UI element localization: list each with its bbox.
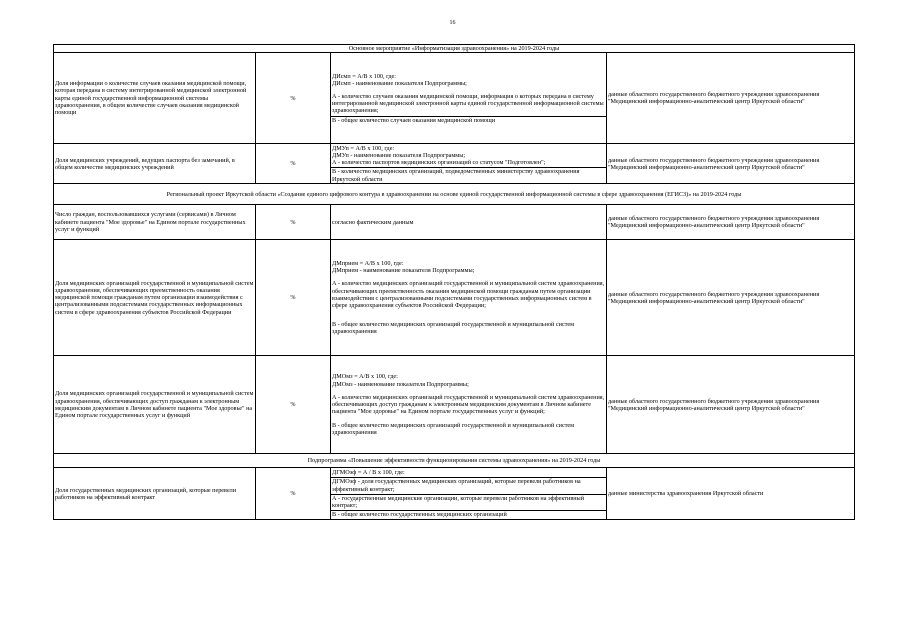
calc-line: В - количество медицинских организаций, подведомственных министерству здравоохранения Иркутской области	[332, 168, 580, 183]
calc-line: ДМОмз - наименование показателя Подпрограммы;	[332, 380, 469, 388]
unit-cell: %	[256, 144, 331, 184]
indicator-cell: Число граждан, воспользовавшихся услугами (сервисами) в Личном кабинете пациента "Мое здоровье" на Едином портале государственных услуг и функций	[54, 205, 256, 240]
calc-line: ДМприем - наименование показателя Подпрограммы;	[332, 267, 475, 275]
calc-line: ДМприем = А/В х 100, где:	[332, 259, 404, 267]
page-number: 16	[449, 20, 456, 26]
indicators-table	[53, 44, 855, 520]
unit-cell: %	[256, 356, 331, 454]
source-cell: данные областного государственного бюджетного учреждения здравоохранения "Медицинский информационно-аналитический центр Иркутской области"	[607, 53, 855, 144]
calculation-cell	[331, 205, 607, 240]
section-row	[54, 184, 855, 205]
table-row	[54, 468, 855, 520]
calc-line: ДИсмп - наименование показателя Подпрограммы;	[332, 79, 467, 87]
unit-cell: %	[256, 53, 331, 144]
table-row	[54, 144, 855, 184]
section-row	[54, 454, 855, 468]
calc-line: А - количество случаев оказания медицинской помощи, информация о которых передана в систему интегрированной медицинской электронной карты единой государственной информационной системы здравоохранения;	[332, 93, 604, 115]
calc-line: ДГМОэф - доля государственных медицинских организаций, которые перевели работников на эффективный контракт;	[332, 478, 581, 493]
calculation-cell	[331, 468, 607, 520]
source-cell: данные областного государственного бюджетного учреждения здравоохранения "Медицинский информационно-аналитический центр Иркутской области"	[607, 205, 855, 240]
calc-line: В - общее количество медицинских организаций государственной и муниципальной систем здравоохранения	[332, 321, 575, 336]
calculation-cell	[331, 240, 607, 356]
section-title: Основное мероприятие «Информатизация здравоохранения» на 2019-2024 годы	[54, 45, 855, 53]
unit-cell: %	[256, 205, 331, 240]
calc-line: ДГМОэф = А / В х 100, где:	[332, 469, 405, 477]
calc-line: В - общее количество медицинских организаций государственной и муниципальной систем здравоохранения	[332, 421, 575, 436]
section-title: Подпрограмма «Повышение эффективности функционирования системы здравоохранения» на 2019-2024 годы	[54, 454, 855, 468]
unit-cell: %	[256, 468, 331, 520]
calc-line: А - количество медицинских организаций государственной и муниципальной систем здравоохранения, обеспечивающих доступ гражданам к электронным медицинским документам в Личном кабинете пациента "Мое здоровье" на Едином портале государственных услуг и функций;	[332, 393, 605, 416]
calc-line: ДМУп - наименование показателя Подпрограммы;	[332, 151, 466, 159]
table-row	[54, 356, 855, 454]
calc-line: А - количество медицинских организаций государственной и муниципальной систем здравоохранения, обеспечивающих преемственность оказания медицинской помощи гражданам путем организации взаимодействия с централизованными подсистемами государственных информационных систем в сфере здравоохранения субъектов Российской Федерации;	[332, 280, 605, 309]
section-title: Региональный проект Иркутской области «Создание единого цифрового контура в здравоохранении на основе единой государственной информационной системы в сфере здравоохранения (ЕГИСЗ)» на 2019-2024 годы	[54, 184, 855, 205]
indicator-cell: Доля медицинских организаций государственной и муниципальной систем здравоохранения, обеспечивающих преемственность оказания медицинской помощи гражданам путем организации взаимодействия с централизованными подсистемами государственных информационных систем в сфере здравоохранения субъектов Российской Федерации	[54, 240, 256, 356]
indicator-cell: Доля медицинских учреждений, ведущих паспорта без замечаний, в общем количестве медицинских учреждений	[54, 144, 256, 184]
indicator-cell: Доля медицинских организаций государственной и муниципальной систем здравоохранения, обеспечивающих доступ гражданам к электронным медицинским документам в Личном кабинете пациента "Мое здоровье" на Едином портале государственных услуг и функций	[54, 356, 256, 454]
source-cell: данные областного государственного бюджетного учреждения здравоохранения "Медицинский информационно-аналитический центр Иркутской области"	[607, 356, 855, 454]
calc-line: ДИсмп = А/В х 100, где:	[332, 72, 396, 80]
indicator-cell: Доля государственных медицинских организаций, которые перевели работников на эффективный контракт	[54, 468, 256, 520]
source-cell: данные министерства здравоохранения Иркутской области	[607, 468, 855, 520]
table-body	[54, 45, 855, 520]
calc-line: В - общее количество государственных медицинских организаций	[332, 511, 507, 519]
section-row	[54, 45, 855, 53]
source-cell: данные областного государственного бюджетного учреждения здравоохранения "Медицинский информационно-аналитический центр Иркутской области"	[607, 144, 855, 184]
calc-line: согласно фактическим данным	[332, 218, 414, 226]
calc-line: ДМОмз = А/В х 100, где:	[332, 373, 398, 381]
table-row	[54, 53, 855, 144]
calc-line: ДМУп = А/В х 100, где:	[332, 144, 395, 152]
calc-line: А - количество паспортов медицинских организаций со статусом "Подготовлен";	[332, 159, 546, 167]
calculation-cell	[331, 356, 607, 454]
unit-cell: %	[256, 240, 331, 356]
calc-line: А - государственные медицинские организации, которые перевели работников на эффективный контракт;	[332, 494, 585, 509]
calculation-cell	[331, 144, 607, 184]
table-row	[54, 240, 855, 356]
source-cell: данные областного государственного бюджетного учреждения здравоохранения "Медицинский информационно-аналитический центр Иркутской области"	[607, 240, 855, 356]
table-row	[54, 205, 855, 240]
indicator-cell: Доля информации о количестве случаев оказания медицинской помощи, которая передана в систему интегрированной медицинской электронной карты единой государственной информационной системы здравоохранения, в общем количестве случаев оказания медицинской помощи	[54, 53, 256, 144]
calc-line: В - общее количество случаев оказания медицинской помощи	[332, 116, 496, 124]
calculation-cell	[331, 53, 607, 144]
